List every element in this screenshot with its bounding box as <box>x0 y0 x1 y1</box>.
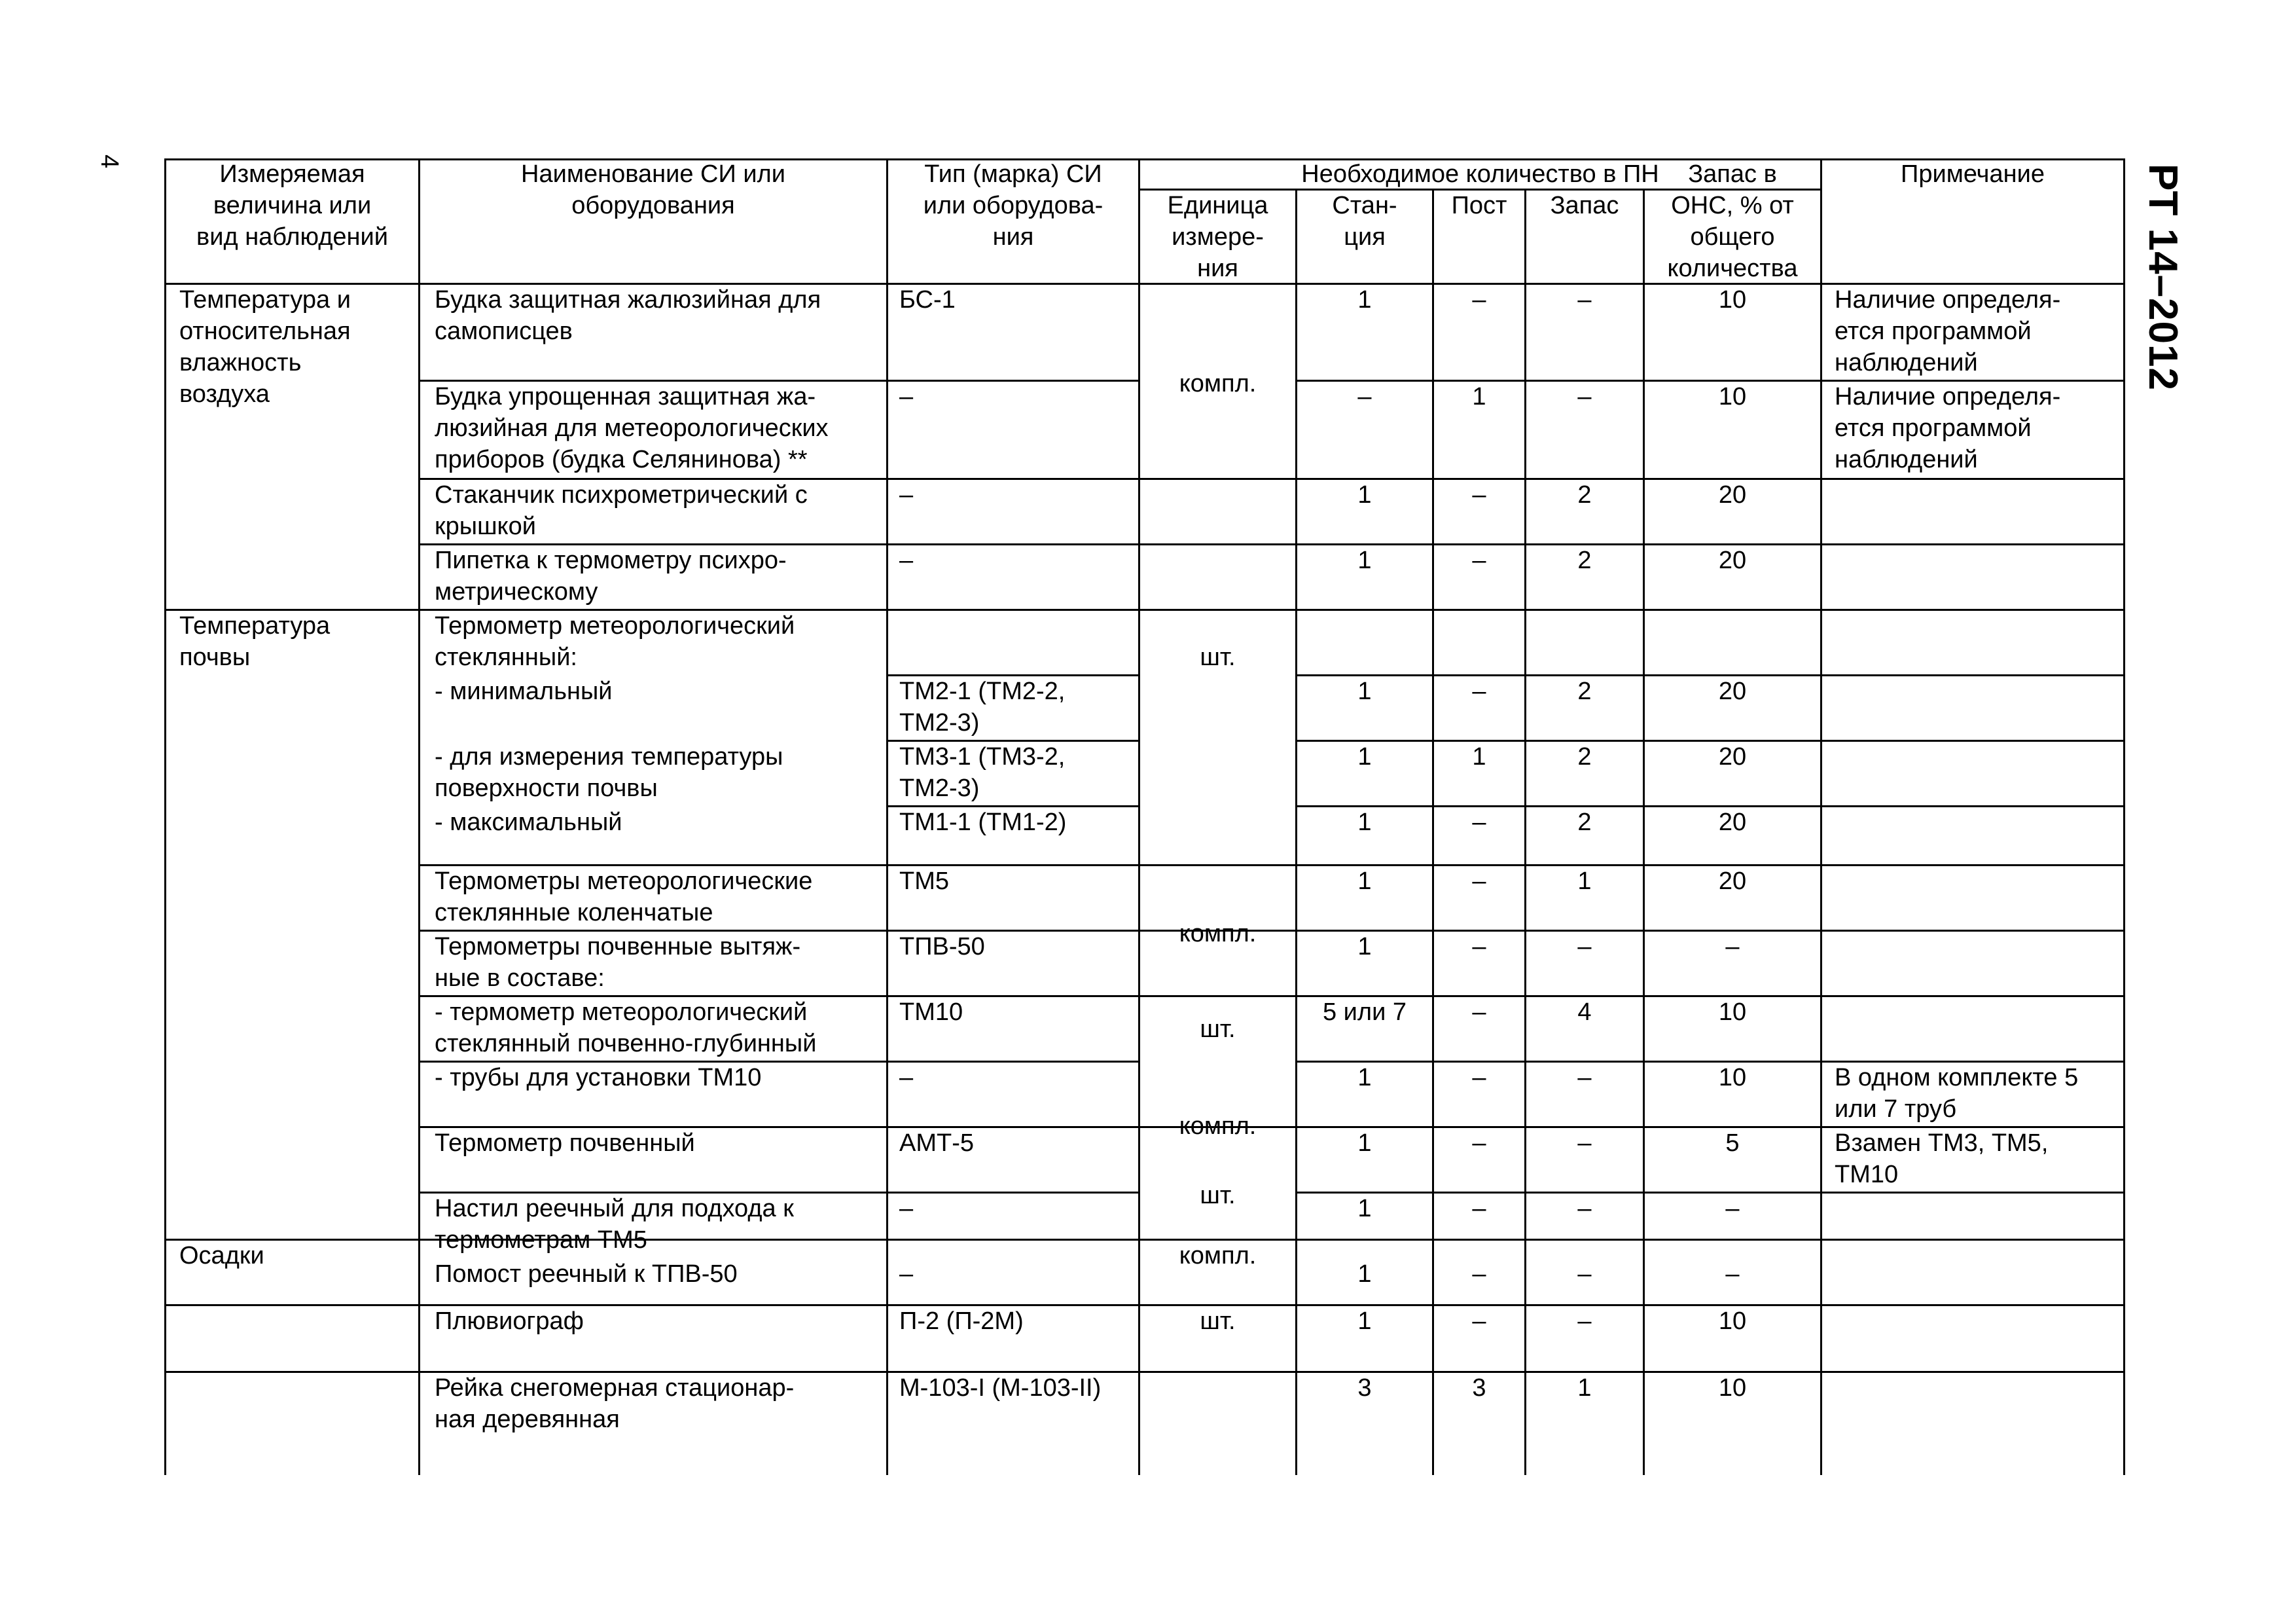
row-station: 1 <box>1357 1129 1372 1157</box>
row-reserve: 2 <box>1577 678 1592 705</box>
equipment-table <box>164 158 2125 1475</box>
row-station: 1 <box>1357 547 1372 574</box>
unit-cell: шт. <box>1200 1182 1236 1209</box>
row-type: ТМ10 <box>899 998 963 1026</box>
row-name: - термометр метеорологический стеклянный почвенно-глубинный <box>435 998 817 1057</box>
row-reserve: 1 <box>1577 1374 1592 1402</box>
unit-cell: шт. <box>1200 644 1236 671</box>
row-type: П-2 (П-2М) <box>899 1307 1024 1335</box>
row-post: – <box>1472 1195 1486 1222</box>
row-type: ТПВ-50 <box>899 933 985 960</box>
row-name: Стаканчик психрометрический с крышкой <box>435 481 808 540</box>
row-ons: 10 <box>1718 383 1747 410</box>
row-note: Взамен ТМ3, ТМ5, ТМ10 <box>1835 1129 2049 1188</box>
row-type: ТМ5 <box>899 867 949 895</box>
header-reserve: Запас <box>1550 192 1619 219</box>
row-name: Пипетка к термометру психро- метрическому <box>435 547 787 606</box>
row-note: Наличие определя- ется программой наблюдений <box>1835 286 2061 376</box>
row-ons: 20 <box>1718 743 1747 771</box>
row-station: 1 <box>1357 1260 1372 1288</box>
row-reserve: – <box>1577 383 1592 410</box>
row-station: 1 <box>1357 1307 1372 1335</box>
row-station: 5 или 7 <box>1322 998 1407 1026</box>
row-reserve: – <box>1577 1064 1592 1091</box>
row-reserve: – <box>1577 1307 1592 1335</box>
row-type: ТМ2-1 (ТМ2-2, ТМ2-3) <box>899 678 1066 737</box>
row-name: Термометры почвенные вытяж- ные в составе: <box>435 933 801 992</box>
row-ons: 5 <box>1725 1129 1740 1157</box>
row-name: - максимальный <box>435 809 622 836</box>
unit-cell: компл. <box>1179 1242 1257 1269</box>
row-post: – <box>1472 547 1486 574</box>
header-station: Стан- ция <box>1332 192 1397 251</box>
header-type: Тип (марка) СИ или оборудова- ния <box>923 160 1103 251</box>
row-type: – <box>899 481 914 509</box>
row-name: - минимальный <box>435 678 613 705</box>
row-name: Термометр метеорологический стеклянный: <box>435 612 795 671</box>
page-number: 4 <box>96 155 123 169</box>
row-ons: 20 <box>1718 481 1747 509</box>
unit-cell: шт. <box>1200 1307 1236 1335</box>
row-name: Термометр почвенный <box>435 1129 695 1157</box>
row-reserve: 2 <box>1577 547 1592 574</box>
row-reserve: 4 <box>1577 998 1592 1026</box>
row-ons: 10 <box>1718 1064 1747 1091</box>
row-post: – <box>1472 1307 1486 1335</box>
row-ons: – <box>1725 1195 1740 1222</box>
row-post: – <box>1472 1129 1486 1157</box>
row-post: – <box>1472 481 1486 509</box>
row-post: – <box>1472 1260 1486 1288</box>
header-note: Примечание <box>1901 160 2045 188</box>
document-code: РТ 14–2012 <box>2140 164 2185 392</box>
row-station: 1 <box>1357 286 1372 314</box>
row-ons: 20 <box>1718 809 1747 836</box>
row-station: 1 <box>1357 743 1372 771</box>
row-station: 1 <box>1357 1064 1372 1091</box>
row-type: АМТ-5 <box>899 1129 974 1157</box>
header-unit: Единица измере- ния <box>1167 192 1268 282</box>
row-name: - трубы для установки ТМ10 <box>435 1064 762 1091</box>
row-post: 1 <box>1472 383 1486 410</box>
row-reserve: 2 <box>1577 743 1592 771</box>
row-name: Рейка снегомерная стационар- ная деревянная <box>435 1374 795 1433</box>
row-reserve: – <box>1577 1260 1592 1288</box>
row-reserve: – <box>1577 1129 1592 1157</box>
row-ons: – <box>1725 933 1740 960</box>
row-name: Помост реечный к ТПВ-50 <box>435 1260 738 1288</box>
row-post: – <box>1472 998 1486 1026</box>
unit-cell: компл. <box>1179 920 1257 947</box>
row-post: 3 <box>1472 1374 1486 1402</box>
row-post: – <box>1472 933 1486 960</box>
row-type: – <box>899 1260 914 1288</box>
header-equipment-name: Наименование СИ или оборудования <box>521 160 785 219</box>
row-post: – <box>1472 286 1486 314</box>
category-air-temp-humidity: Температура и относительная влажность воздуха <box>179 286 351 408</box>
row-ons: 20 <box>1718 678 1747 705</box>
header-post: Пост <box>1451 192 1507 219</box>
unit-cell: компл. <box>1179 1112 1257 1140</box>
row-reserve: – <box>1577 1195 1592 1222</box>
row-post: – <box>1472 678 1486 705</box>
row-station: 1 <box>1357 678 1372 705</box>
row-ons: 10 <box>1718 286 1747 314</box>
header-measured-value: Измеряемая величина или вид наблюдений <box>196 160 388 251</box>
row-name: Термометры метеорологические стеклянные коленчатые <box>435 867 813 926</box>
row-reserve: 2 <box>1577 481 1592 509</box>
row-station: 1 <box>1357 809 1372 836</box>
row-name: - для измерения температуры поверхности почвы <box>435 743 783 802</box>
row-name: Будка упрощенная защитная жа- люзийная для метеорологических приборов (будка Селянинова) ** <box>435 383 829 473</box>
row-type: ТМ1-1 (ТМ1-2) <box>899 809 1067 836</box>
row-reserve: 2 <box>1577 809 1592 836</box>
row-name: Настил реечный для подхода к термометрам ТМ5 <box>435 1195 794 1254</box>
row-post: – <box>1472 809 1486 836</box>
category-precipitation: Осадки <box>179 1242 264 1269</box>
unit-cell: компл. <box>1179 370 1257 397</box>
row-note: Наличие определя- ется программой наблюдений <box>1835 383 2061 473</box>
row-ons: 10 <box>1718 1307 1747 1335</box>
row-station: 1 <box>1357 933 1372 960</box>
row-type: БС-1 <box>899 286 956 314</box>
row-post: – <box>1472 1064 1486 1091</box>
row-station: 1 <box>1357 1195 1372 1222</box>
row-reserve: 1 <box>1577 867 1592 895</box>
row-type: ТМ3-1 (ТМ3-2, ТМ2-3) <box>899 743 1066 802</box>
row-type: – <box>899 547 914 574</box>
row-note: В одном комплекте 5 или 7 труб <box>1835 1064 2079 1123</box>
row-type: – <box>899 1195 914 1222</box>
row-name: Будка защитная жалюзийная для самописцев <box>435 286 821 345</box>
unit-cell: шт. <box>1200 1015 1236 1043</box>
header-ons-reserve: Запас в ОНС, % от общего количества <box>1667 160 1798 282</box>
row-station: – <box>1357 383 1372 410</box>
row-reserve: – <box>1577 933 1592 960</box>
row-ons: – <box>1725 1260 1740 1288</box>
row-ons: 20 <box>1718 867 1747 895</box>
row-station: 1 <box>1357 867 1372 895</box>
row-station: 1 <box>1357 481 1372 509</box>
row-post: 1 <box>1472 743 1486 771</box>
category-soil-temperature: Температура почвы <box>179 612 331 671</box>
row-post: – <box>1472 867 1486 895</box>
row-ons: 10 <box>1718 998 1747 1026</box>
row-reserve: – <box>1577 286 1592 314</box>
row-type: – <box>899 383 914 410</box>
row-station: 3 <box>1357 1374 1372 1402</box>
row-ons: 20 <box>1718 547 1747 574</box>
row-type: М-103-I (М-103-II) <box>899 1374 1102 1402</box>
row-name: Плювиограф <box>435 1307 584 1335</box>
header-required-quantity: Необходимое количество в ПН <box>1301 160 1659 188</box>
row-type: – <box>899 1064 914 1091</box>
row-ons: 10 <box>1718 1374 1747 1402</box>
